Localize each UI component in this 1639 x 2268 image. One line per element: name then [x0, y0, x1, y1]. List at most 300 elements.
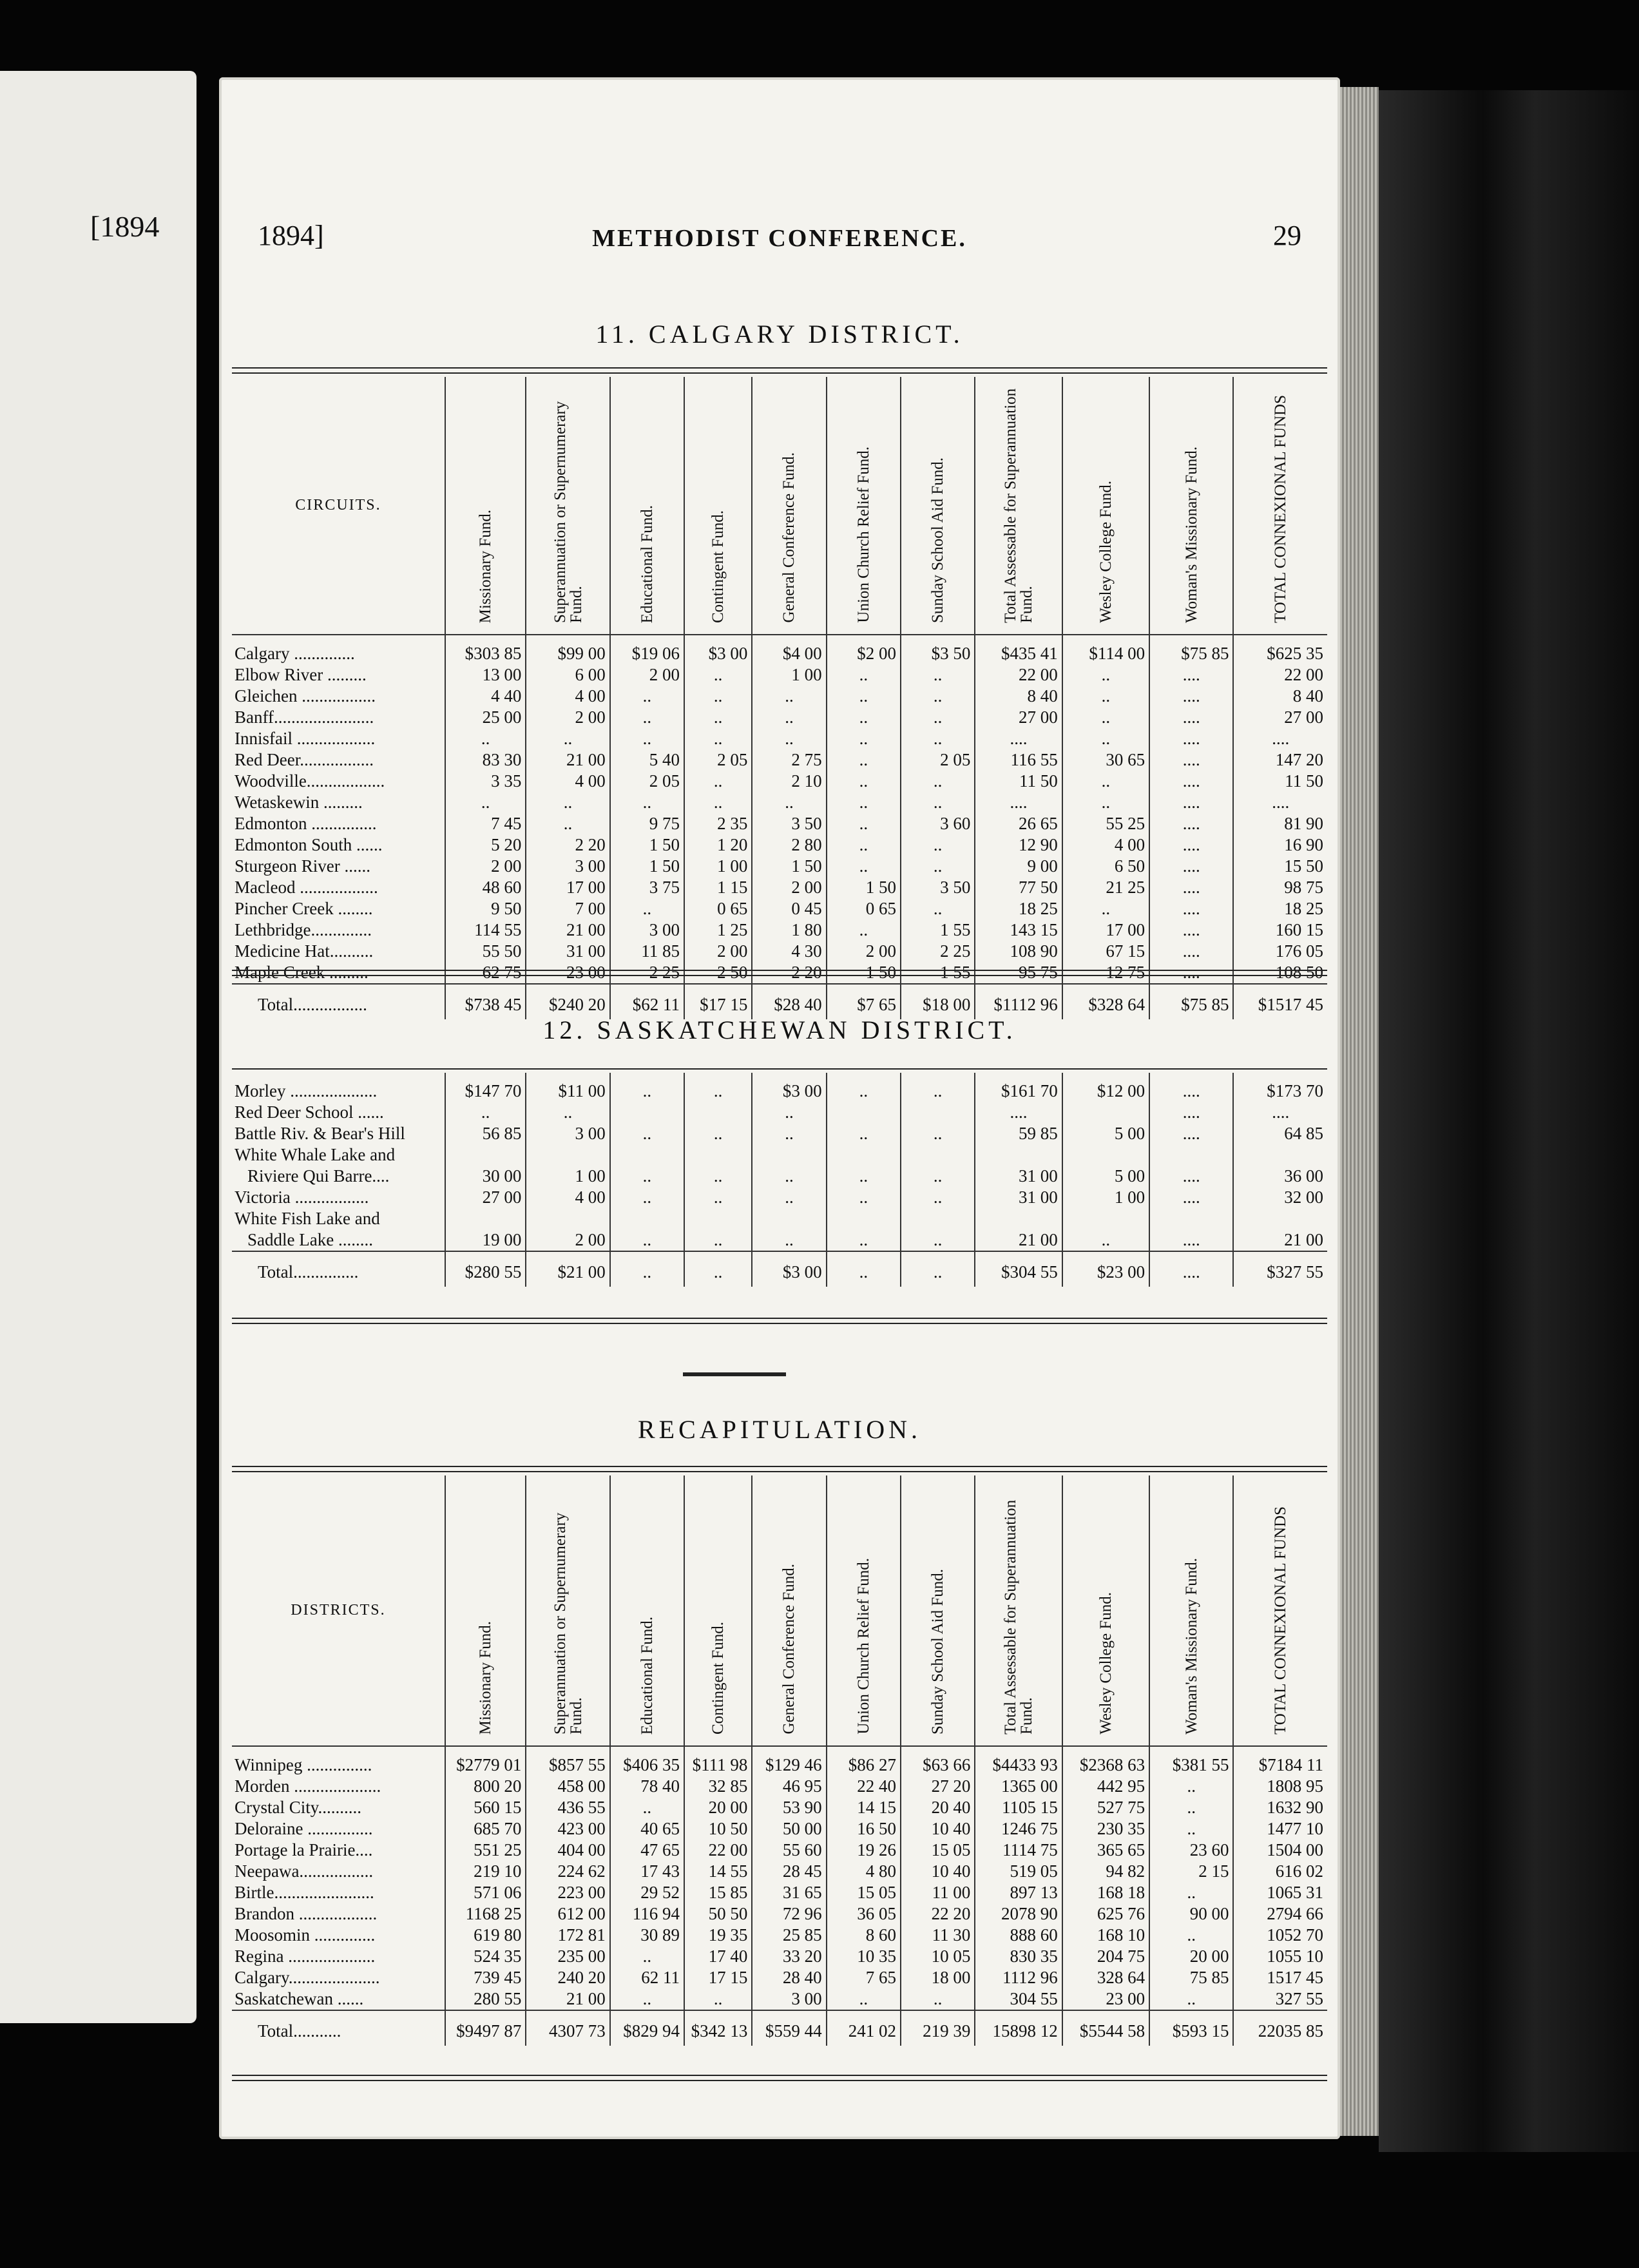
column-header-sunday-school-aid [901, 377, 975, 635]
table-row [232, 1229, 1327, 1251]
cell-contingent: .. [684, 1123, 752, 1144]
cell-sunday-school-aid: .. [901, 707, 975, 728]
cell-total-connexional: 327 55 [1233, 1988, 1327, 2010]
cell-sunday-school-aid: .. [901, 1988, 975, 2010]
row-name: Winnipeg ............... [235, 1754, 372, 1774]
column-header-label: Superannuation or Supernumerary Fund. [551, 401, 585, 623]
cell-sunday-school-aid: 1 55 [901, 919, 975, 941]
column-header-educational [610, 1475, 684, 1746]
facing-left-page [0, 71, 196, 2023]
cell-union-church-relief: .. [827, 771, 901, 792]
table-row [232, 1882, 1327, 1903]
cell-womans-missionary: .... [1149, 1166, 1233, 1187]
cell-total-assessable: 21 00 [975, 1229, 1062, 1251]
cell-general-conference: 1 50 [752, 856, 826, 877]
cell-general-conference: $129 46 [752, 1754, 826, 1776]
cell-superannuation: 31 00 [526, 941, 609, 962]
total-union-church-relief: .. [827, 1251, 901, 1287]
cell-missionary: 48 60 [445, 877, 526, 898]
cell-sunday-school-aid: .. [901, 1166, 975, 1187]
cell-missionary [445, 1144, 526, 1166]
cell-total-assessable: 59 85 [975, 1123, 1062, 1144]
cell-educational: .. [610, 1081, 684, 1102]
cell-wesley-college: 365 65 [1062, 1840, 1149, 1861]
cell-contingent: .. [684, 1229, 752, 1251]
cell-total-assessable: 95 75 [975, 962, 1062, 984]
cell-wesley-college: 204 75 [1062, 1946, 1149, 1967]
cell-superannuation: .. [526, 1102, 609, 1123]
recap-bottom-rule [232, 2075, 1327, 2081]
cell-womans-missionary: .... [1149, 834, 1233, 856]
cell-union-church-relief [827, 1144, 901, 1166]
cell-union-church-relief: .. [827, 834, 901, 856]
total-general-conference: $3 00 [752, 1251, 826, 1287]
table-row [232, 643, 1327, 664]
cell-contingent: .. [684, 771, 752, 792]
cell-general-conference: 31 65 [752, 1882, 826, 1903]
cell-total-assessable: .... [975, 728, 1062, 749]
cell-union-church-relief: .. [827, 1187, 901, 1208]
cell-general-conference: .. [752, 792, 826, 813]
cell-missionary: 4 40 [445, 686, 526, 707]
cell-missionary: $147 70 [445, 1081, 526, 1102]
cell-total-connexional [1233, 1144, 1327, 1166]
cell-superannuation: $857 55 [526, 1754, 609, 1776]
cell-educational: 40 65 [610, 1818, 684, 1840]
page-edges [1340, 87, 1379, 2136]
cell-general-conference: 2 20 [752, 962, 826, 984]
cell-contingent [684, 1208, 752, 1229]
cell-superannuation: 436 55 [526, 1797, 609, 1818]
cell-total-assessable: .... [975, 1102, 1062, 1123]
cell-sunday-school-aid: .. [901, 1081, 975, 1102]
cell-total-connexional: 160 15 [1233, 919, 1327, 941]
cell-sunday-school-aid: 22 20 [901, 1903, 975, 1925]
section-divider [683, 1372, 786, 1376]
row-name: Red Deer School ...... [235, 1102, 384, 1122]
total-row [232, 984, 1327, 1019]
cell-superannuation: 404 00 [526, 1840, 609, 1861]
table-row [232, 834, 1327, 856]
recapitulation-title: RECAPITULATION. [638, 1415, 921, 1444]
table-row [232, 1144, 1327, 1166]
column-header-label: TOTAL CONNEXIONAL FUNDS [1272, 394, 1290, 623]
cell-sunday-school-aid: .. [901, 1123, 975, 1144]
table-row [232, 1988, 1327, 2010]
recap-top-rule [232, 1466, 1327, 1472]
cell-general-conference: $4 00 [752, 643, 826, 664]
cell-sunday-school-aid: 3 50 [901, 877, 975, 898]
total-superannuation: $21 00 [526, 1251, 609, 1287]
recapitulation-table [232, 1475, 1327, 2046]
cell-educational: 62 11 [610, 1967, 684, 1988]
cell-sunday-school-aid [901, 1144, 975, 1166]
cell-sunday-school-aid: .. [901, 856, 975, 877]
cell-total-assessable: 304 55 [975, 1988, 1062, 2010]
cell-wesley-college: 5 00 [1062, 1166, 1149, 1187]
cell-wesley-college: 1 00 [1062, 1187, 1149, 1208]
cell-union-church-relief: 19 26 [827, 1840, 901, 1861]
cell-wesley-college: 328 64 [1062, 1967, 1149, 1988]
cell-union-church-relief: 22 40 [827, 1776, 901, 1797]
total-total-assessable: $304 55 [975, 1251, 1062, 1287]
row-name: Innisfail .................. [235, 728, 376, 748]
cell-womans-missionary: .... [1149, 686, 1233, 707]
cell-contingent: 22 00 [684, 1840, 752, 1861]
cell-sunday-school-aid: 10 40 [901, 1818, 975, 1840]
column-header-label: Sunday School Aid Fund. [929, 457, 947, 623]
total-educational: $62 11 [610, 984, 684, 1019]
cell-total-assessable: 11 50 [975, 771, 1062, 792]
cell-total-connexional [1233, 1208, 1327, 1229]
cell-general-conference: 46 95 [752, 1776, 826, 1797]
cell-total-connexional: 176 05 [1233, 941, 1327, 962]
calgary-top-rule [232, 367, 1327, 374]
cell-union-church-relief: .. [827, 686, 901, 707]
cell-contingent: .. [684, 1166, 752, 1187]
table-row [232, 1967, 1327, 1988]
cell-union-church-relief: .. [827, 856, 901, 877]
column-header-union-church-relief [827, 377, 901, 635]
cell-superannuation: 2 20 [526, 834, 609, 856]
cell-sunday-school-aid: 11 00 [901, 1882, 975, 1903]
table-row [232, 1102, 1327, 1123]
column-header-wesley-college [1062, 377, 1149, 635]
cell-total-assessable [975, 1208, 1062, 1229]
cell-sunday-school-aid: 2 25 [901, 941, 975, 962]
row-name: Edmonton South ...... [235, 834, 383, 854]
cell-wesley-college: .. [1062, 1229, 1149, 1251]
cell-general-conference: 33 20 [752, 1946, 826, 1967]
column-header-label: Union Church Relief Fund. [854, 447, 872, 623]
cell-sunday-school-aid: 10 05 [901, 1946, 975, 1967]
row-name: Portage la Prairie.... [235, 1840, 373, 1860]
cell-superannuation: 223 00 [526, 1882, 609, 1903]
cell-total-assessable: 77 50 [975, 877, 1062, 898]
cell-total-connexional: 21 00 [1233, 1229, 1327, 1251]
row-name: Morden .................... [235, 1776, 381, 1796]
total-educational: $829 94 [610, 2010, 684, 2046]
row-name: Neepawa................. [235, 1861, 374, 1881]
cell-missionary: 3 35 [445, 771, 526, 792]
cell-total-connexional: 11 50 [1233, 771, 1327, 792]
cell-union-church-relief: .. [827, 792, 901, 813]
cell-educational: 30 89 [610, 1925, 684, 1946]
cell-educational: 1 50 [610, 856, 684, 877]
cell-contingent: 14 55 [684, 1861, 752, 1882]
cell-womans-missionary: .... [1149, 1081, 1233, 1102]
row-name: Regina .................... [235, 1946, 376, 1966]
cell-total-connexional: 1504 00 [1233, 1840, 1327, 1861]
total-sunday-school-aid: $18 00 [901, 984, 975, 1019]
cell-sunday-school-aid: 11 30 [901, 1925, 975, 1946]
cell-educational: 116 94 [610, 1903, 684, 1925]
table-row [232, 749, 1327, 771]
cell-sunday-school-aid: $63 66 [901, 1754, 975, 1776]
cell-superannuation: 458 00 [526, 1776, 609, 1797]
total-educational: .. [610, 1251, 684, 1287]
cell-union-church-relief: 36 05 [827, 1903, 901, 1925]
cell-wesley-college: 230 35 [1062, 1818, 1149, 1840]
cell-wesley-college: $114 00 [1062, 643, 1149, 664]
cell-missionary: 55 50 [445, 941, 526, 962]
table-row [232, 1208, 1327, 1229]
cell-sunday-school-aid [901, 1102, 975, 1123]
cell-wesley-college: .. [1062, 898, 1149, 919]
cell-womans-missionary: .... [1149, 749, 1233, 771]
cell-total-assessable: 8 40 [975, 686, 1062, 707]
cell-contingent: 17 15 [684, 1967, 752, 1988]
page-year: 1894] [258, 220, 324, 251]
cell-womans-missionary: .... [1149, 962, 1233, 984]
cell-wesley-college: 23 00 [1062, 1988, 1149, 2010]
cell-sunday-school-aid [901, 1208, 975, 1229]
cell-total-assessable: 830 35 [975, 1946, 1062, 1967]
cell-womans-missionary: 90 00 [1149, 1903, 1233, 1925]
cell-wesley-college: 168 10 [1062, 1925, 1149, 1946]
cell-womans-missionary: .... [1149, 664, 1233, 686]
cell-womans-missionary [1149, 1144, 1233, 1166]
total-total-assessable: $1112 96 [975, 984, 1062, 1019]
cell-total-assessable: 897 13 [975, 1882, 1062, 1903]
cell-sunday-school-aid: .. [901, 1229, 975, 1251]
cell-total-connexional: 1477 10 [1233, 1818, 1327, 1840]
table-row [232, 792, 1327, 813]
total-missionary: $9497 87 [445, 2010, 526, 2046]
cell-union-church-relief: 7 65 [827, 1967, 901, 1988]
cell-sunday-school-aid: .. [901, 792, 975, 813]
row-name: Saskatchewan ...... [235, 1988, 364, 2008]
cell-contingent: $3 00 [684, 643, 752, 664]
total-contingent: .. [684, 1251, 752, 1287]
cell-superannuation: 3 00 [526, 856, 609, 877]
cell-wesley-college: $2368 63 [1062, 1754, 1149, 1776]
cell-wesley-college: .. [1062, 792, 1149, 813]
cell-educational: .. [610, 707, 684, 728]
row-name: Lethbridge.............. [235, 919, 372, 939]
table-row [232, 728, 1327, 749]
cell-superannuation: .. [526, 728, 609, 749]
column-header-label: Contingent Fund. [709, 510, 727, 623]
column-header-label: Woman's Missionary Fund. [1182, 446, 1200, 623]
cell-wesley-college: .. [1062, 664, 1149, 686]
cell-missionary: 560 15 [445, 1797, 526, 1818]
cell-union-church-relief: .. [827, 664, 901, 686]
cell-total-connexional: 98 75 [1233, 877, 1327, 898]
total-wesley-college: $328 64 [1062, 984, 1149, 1019]
cell-total-assessable: $435 41 [975, 643, 1062, 664]
row-name: Victoria ................. [235, 1187, 369, 1207]
column-header-label: Total Assessable for Superannuation Fund. [1002, 1499, 1035, 1735]
cell-union-church-relief: 0 65 [827, 898, 901, 919]
cell-sunday-school-aid: .. [901, 771, 975, 792]
cell-wesley-college: 5 00 [1062, 1123, 1149, 1144]
cell-total-connexional: $7184 11 [1233, 1754, 1327, 1776]
cell-missionary: 800 20 [445, 1776, 526, 1797]
document-page [219, 77, 1340, 2139]
cell-womans-missionary: .. [1149, 1797, 1233, 1818]
cell-union-church-relief: 8 60 [827, 1925, 901, 1946]
cell-contingent: 1 20 [684, 834, 752, 856]
cell-womans-missionary: .... [1149, 877, 1233, 898]
cell-total-assessable: 27 00 [975, 707, 1062, 728]
column-header-label: Missionary Fund. [477, 509, 495, 623]
total-total-connexional: 22035 85 [1233, 2010, 1327, 2046]
cell-general-conference: 28 40 [752, 1967, 826, 1988]
cell-wesley-college: 4 00 [1062, 834, 1149, 856]
cell-contingent: .. [684, 707, 752, 728]
table-row [232, 1081, 1327, 1102]
cell-superannuation: 2 00 [526, 707, 609, 728]
cell-educational: .. [610, 792, 684, 813]
cell-wesley-college: 21 25 [1062, 877, 1149, 898]
cell-total-assessable [975, 1144, 1062, 1166]
cell-total-connexional: 1517 45 [1233, 1967, 1327, 1988]
total-union-church-relief: $7 65 [827, 984, 901, 1019]
cell-union-church-relief: 1 50 [827, 877, 901, 898]
cell-wesley-college: 67 15 [1062, 941, 1149, 962]
cell-superannuation: 423 00 [526, 1818, 609, 1840]
cell-missionary: 25 00 [445, 707, 526, 728]
cell-total-assessable: 31 00 [975, 1187, 1062, 1208]
column-header-total-assessable [975, 377, 1062, 635]
column-header-label: TOTAL CONNEXIONAL FUNDS [1272, 1506, 1290, 1735]
cell-union-church-relief [827, 1102, 901, 1123]
cell-contingent: .. [684, 792, 752, 813]
cell-contingent: 2 35 [684, 813, 752, 834]
total-wesley-college: $5544 58 [1062, 2010, 1149, 2046]
book-cover-edge [1379, 90, 1639, 2152]
row-name: Brandon .................. [235, 1903, 378, 1923]
cell-sunday-school-aid: 15 05 [901, 1840, 975, 1861]
cell-total-assessable: 2078 90 [975, 1903, 1062, 1925]
row-name: Calgary .............. [235, 643, 355, 663]
cell-womans-missionary: 2 15 [1149, 1861, 1233, 1882]
cell-missionary: 5 20 [445, 834, 526, 856]
table-row [232, 686, 1327, 707]
cell-womans-missionary: .... [1149, 771, 1233, 792]
cell-union-church-relief: 2 00 [827, 941, 901, 962]
cell-general-conference: 4 30 [752, 941, 826, 962]
cell-womans-missionary: .... [1149, 1102, 1233, 1123]
cell-sunday-school-aid: 18 00 [901, 1967, 975, 1988]
cell-union-church-relief: .. [827, 1081, 901, 1102]
cell-educational: .. [610, 1797, 684, 1818]
left-running-head: [1894 [90, 210, 160, 243]
cell-contingent: $111 98 [684, 1754, 752, 1776]
cell-union-church-relief: $86 27 [827, 1754, 901, 1776]
table-row [232, 941, 1327, 962]
cell-union-church-relief: $2 00 [827, 643, 901, 664]
cell-union-church-relief: .. [827, 707, 901, 728]
row-name: Moosomin .............. [235, 1925, 376, 1945]
cell-total-assessable: 143 15 [975, 919, 1062, 941]
cell-wesley-college: 55 25 [1062, 813, 1149, 834]
cell-womans-missionary: .... [1149, 1187, 1233, 1208]
cell-total-connexional: 32 00 [1233, 1187, 1327, 1208]
page-heading: METHODIST CONFERENCE. [592, 225, 967, 252]
cell-union-church-relief: .. [827, 1123, 901, 1144]
column-header-general-conference [752, 1475, 826, 1746]
cell-wesley-college: .. [1062, 728, 1149, 749]
total-superannuation: $240 20 [526, 984, 609, 1019]
cell-sunday-school-aid: .. [901, 898, 975, 919]
cell-missionary: 571 06 [445, 1882, 526, 1903]
cell-sunday-school-aid: .. [901, 664, 975, 686]
cell-wesley-college [1062, 1208, 1149, 1229]
column-header-womans-missionary [1149, 1475, 1233, 1746]
cell-contingent: 1 00 [684, 856, 752, 877]
cell-superannuation: .. [526, 813, 609, 834]
cell-womans-missionary: $75 85 [1149, 643, 1233, 664]
cell-missionary: 2 00 [445, 856, 526, 877]
cell-womans-missionary: .... [1149, 728, 1233, 749]
total-womans-missionary: $75 85 [1149, 984, 1233, 1019]
cell-union-church-relief: .. [827, 1166, 901, 1187]
cell-educational: 2 05 [610, 771, 684, 792]
column-header-missionary [445, 1475, 526, 1746]
cell-superannuation: 612 00 [526, 1903, 609, 1925]
cell-womans-missionary [1149, 1208, 1233, 1229]
cell-missionary: 13 00 [445, 664, 526, 686]
column-header-label: Total Assessable for Superannuation Fund. [1002, 388, 1035, 623]
page-number: 29 [1273, 220, 1301, 251]
table-row [232, 856, 1327, 877]
cell-educational: 1 50 [610, 834, 684, 856]
cell-missionary: 7 45 [445, 813, 526, 834]
cell-contingent: 2 05 [684, 749, 752, 771]
cell-total-connexional: $173 70 [1233, 1081, 1327, 1102]
cell-total-connexional: 616 02 [1233, 1861, 1327, 1882]
cell-general-conference: 0 45 [752, 898, 826, 919]
cell-missionary: 19 00 [445, 1229, 526, 1251]
cell-educational: 2 00 [610, 664, 684, 686]
cell-total-assessable: 9 00 [975, 856, 1062, 877]
cell-sunday-school-aid: .. [901, 686, 975, 707]
total-label: Total................. [232, 984, 445, 1019]
cell-missionary: 619 80 [445, 1925, 526, 1946]
cell-general-conference: .. [752, 1102, 826, 1123]
column-header-label: Union Church Relief Fund. [854, 1558, 872, 1735]
calgary-table [232, 377, 1327, 1019]
cell-total-assessable: 12 90 [975, 834, 1062, 856]
cell-missionary: $2779 01 [445, 1754, 526, 1776]
column-header-label: Missionary Fund. [477, 1620, 495, 1735]
total-contingent: $342 13 [684, 2010, 752, 2046]
cell-contingent: .. [684, 1187, 752, 1208]
cell-total-assessable: 1112 96 [975, 1967, 1062, 1988]
cell-total-assessable: 888 60 [975, 1925, 1062, 1946]
cell-superannuation: 23 00 [526, 962, 609, 984]
total-missionary: $280 55 [445, 1251, 526, 1287]
cell-superannuation: 4 00 [526, 1187, 609, 1208]
cell-sunday-school-aid: .. [901, 1187, 975, 1208]
cell-general-conference: 2 80 [752, 834, 826, 856]
cell-general-conference: 28 45 [752, 1861, 826, 1882]
cell-total-assessable: 31 00 [975, 1166, 1062, 1187]
table-row [232, 1776, 1327, 1797]
cell-union-church-relief: 10 35 [827, 1946, 901, 1967]
row-name: Pincher Creek ........ [235, 898, 373, 918]
cell-union-church-relief: .. [827, 749, 901, 771]
cell-educational: 17 43 [610, 1861, 684, 1882]
cell-womans-missionary: .... [1149, 941, 1233, 962]
cell-general-conference: .. [752, 686, 826, 707]
column-header-label: Educational Fund. [638, 1616, 656, 1735]
cell-womans-missionary: .. [1149, 1882, 1233, 1903]
cell-wesley-college: 442 95 [1062, 1776, 1149, 1797]
cell-superannuation: 240 20 [526, 1967, 609, 1988]
